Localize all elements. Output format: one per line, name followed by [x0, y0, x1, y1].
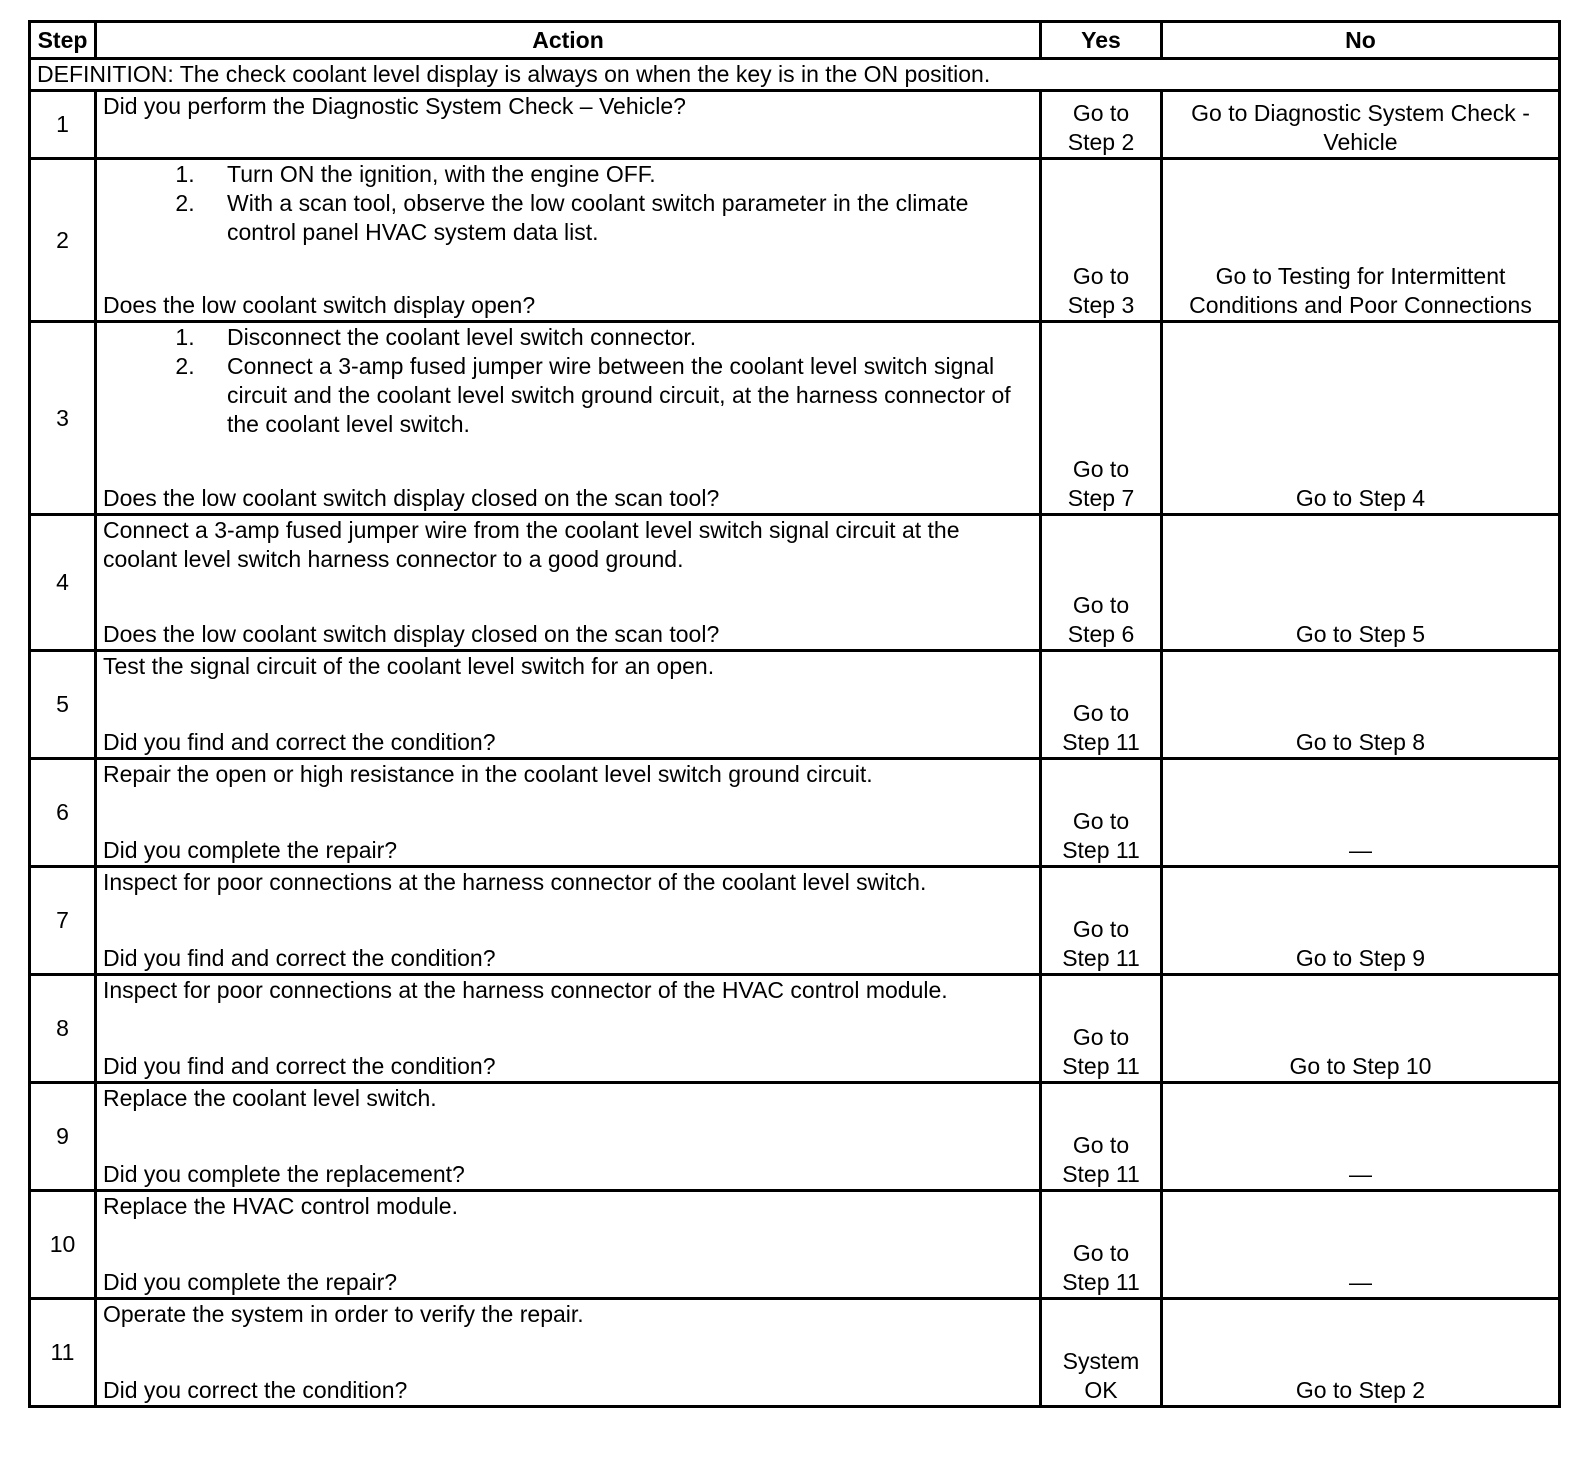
step-number: 6	[30, 759, 96, 867]
substep-item: 1. Disconnect the coolant level switch connector.	[201, 323, 1033, 352]
table-row	[30, 1083, 1560, 1191]
diagnostic-table	[28, 20, 1561, 1408]
action-top	[103, 1300, 1033, 1329]
table-row	[30, 759, 1560, 867]
action-cell	[96, 867, 1041, 975]
step-number: 1	[30, 91, 96, 159]
action-cell	[96, 1191, 1041, 1299]
table-row	[30, 975, 1560, 1083]
action-content	[103, 1300, 1033, 1405]
header-no: No	[1162, 22, 1560, 59]
table-row	[30, 322, 1560, 515]
action-content	[103, 760, 1033, 865]
step-number: 7	[30, 867, 96, 975]
action-cell	[96, 759, 1041, 867]
yes-result: Go to Step 6	[1041, 515, 1162, 651]
substep-list	[103, 160, 1033, 247]
action-top	[103, 160, 1033, 247]
step-number: 11	[30, 1299, 96, 1407]
action-instruction: Operate the system in order to verify the repair.	[103, 1301, 584, 1327]
no-result: —	[1162, 1083, 1560, 1191]
step-number: 2	[30, 159, 96, 322]
action-cell	[96, 1299, 1041, 1407]
action-cell	[96, 651, 1041, 759]
table-row	[30, 91, 1560, 159]
no-result: Go to Step 2	[1162, 1299, 1560, 1407]
step-number: 8	[30, 975, 96, 1083]
action-instruction: Connect a 3-amp fused jumper wire from the coolant level switch signal circuit at the coolant level switch harness connector to a good ground.	[103, 517, 960, 572]
yes-result: Go to Step 3	[1041, 159, 1162, 322]
action-question: Did you find and correct the condition?	[103, 1053, 496, 1079]
step-number: 3	[30, 322, 96, 515]
action-instruction: Test the signal circuit of the coolant level switch for an open.	[103, 653, 715, 679]
substep-item: 2. Connect a 3-amp fused jumper wire between the coolant level switch signal circuit and the coolant level switch ground circuit, at the harness connector of the coolant level switch.	[201, 352, 1033, 439]
action-question: Does the low coolant switch display open?	[103, 292, 536, 318]
yes-result: System OK	[1041, 1299, 1162, 1407]
action-content	[103, 1084, 1033, 1189]
action-cell	[96, 159, 1041, 322]
no-result: Go to Step 10	[1162, 975, 1560, 1083]
action-cell	[96, 975, 1041, 1083]
action-instruction: Replace the HVAC control module.	[103, 1193, 458, 1219]
action-question: Did you complete the replacement?	[103, 1161, 465, 1187]
action-instruction: Inspect for poor connections at the harness connector of the coolant level switch.	[103, 869, 927, 895]
yes-result: Go to Step 11	[1041, 1083, 1162, 1191]
no-result: —	[1162, 1191, 1560, 1299]
table-row	[30, 159, 1560, 322]
table-row	[30, 867, 1560, 975]
action-top	[103, 1084, 1033, 1113]
no-result: Go to Step 9	[1162, 867, 1560, 975]
action-question: Did you complete the repair?	[103, 837, 398, 863]
header-step: Step	[30, 22, 96, 59]
step-number: 9	[30, 1083, 96, 1191]
action-question: Does the low coolant switch display closed on the scan tool?	[103, 621, 720, 647]
action-content	[103, 160, 1033, 320]
table-header-row	[30, 22, 1560, 59]
no-result: —	[1162, 759, 1560, 867]
action-instruction: Did you perform the Diagnostic System Check – Vehicle?	[103, 93, 686, 119]
yes-result: Go to Step 11	[1041, 759, 1162, 867]
action-instruction: Inspect for poor connections at the harness connector of the HVAC control module.	[103, 977, 948, 1003]
action-top	[103, 516, 1033, 574]
action-content	[103, 516, 1033, 649]
action-cell	[96, 322, 1041, 515]
action-top	[103, 1192, 1033, 1221]
substep-list	[103, 323, 1033, 439]
no-result: Go to Testing for Intermittent Conditions and Poor Connections	[1162, 159, 1560, 322]
yes-result: Go to Step 11	[1041, 867, 1162, 975]
action-top	[103, 868, 1033, 897]
action-question: Did you find and correct the condition?	[103, 729, 496, 755]
step-number: 5	[30, 651, 96, 759]
action-top	[103, 652, 1033, 681]
table-row	[30, 515, 1560, 651]
action-content	[103, 976, 1033, 1081]
no-result: Go to Step 8	[1162, 651, 1560, 759]
action-question: Did you correct the condition?	[103, 1377, 408, 1403]
step-number: 4	[30, 515, 96, 651]
action-top	[103, 760, 1033, 789]
step-number: 10	[30, 1191, 96, 1299]
action-top	[103, 976, 1033, 1005]
definition-row	[30, 59, 1560, 91]
substep-item: 2. With a scan tool, observe the low coolant switch parameter in the climate control panel HVAC system data list.	[201, 189, 1033, 247]
table-row	[30, 1299, 1560, 1407]
action-instruction: Repair the open or high resistance in the coolant level switch ground circuit.	[103, 761, 873, 787]
yes-result: Go to Step 7	[1041, 322, 1162, 515]
no-result: Go to Step 5	[1162, 515, 1560, 651]
action-top	[103, 92, 1033, 121]
action-question: Did you find and correct the condition?	[103, 945, 496, 971]
action-content	[103, 92, 1033, 157]
table-row	[30, 1191, 1560, 1299]
substep-item: 1. Turn ON the ignition, with the engine OFF.	[201, 160, 1033, 189]
action-content	[103, 652, 1033, 757]
table-body	[30, 59, 1560, 1407]
header-yes: Yes	[1041, 22, 1162, 59]
action-cell	[96, 91, 1041, 159]
action-top	[103, 323, 1033, 439]
yes-result: Go to Step 2	[1041, 91, 1162, 159]
action-content	[103, 1192, 1033, 1297]
definition-text: DEFINITION: The check coolant level display is always on when the key is in the ON position.	[30, 59, 1560, 91]
yes-result: Go to Step 11	[1041, 1191, 1162, 1299]
action-content	[103, 323, 1033, 513]
action-content	[103, 868, 1033, 973]
yes-result: Go to Step 11	[1041, 975, 1162, 1083]
table-row	[30, 651, 1560, 759]
yes-result: Go to Step 11	[1041, 651, 1162, 759]
action-cell	[96, 1083, 1041, 1191]
action-cell	[96, 515, 1041, 651]
action-question: Did you complete the repair?	[103, 1269, 398, 1295]
no-result: Go to Step 4	[1162, 322, 1560, 515]
header-action: Action	[96, 22, 1041, 59]
action-instruction: Replace the coolant level switch.	[103, 1085, 437, 1111]
action-question: Does the low coolant switch display closed on the scan tool?	[103, 485, 720, 511]
no-result: Go to Diagnostic System Check - Vehicle	[1162, 91, 1560, 159]
